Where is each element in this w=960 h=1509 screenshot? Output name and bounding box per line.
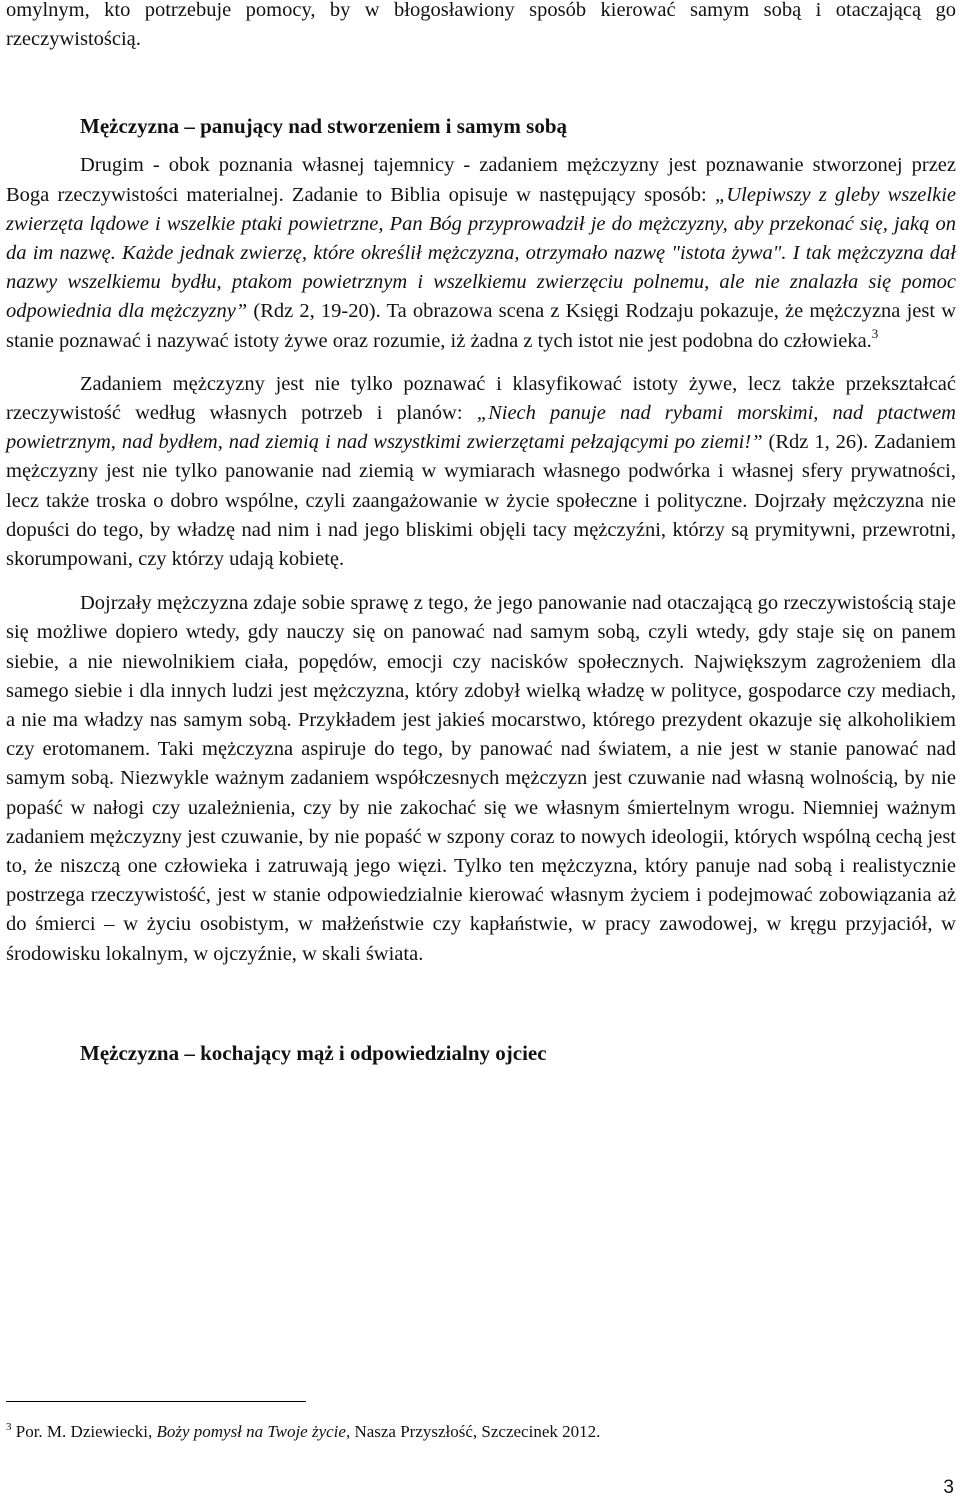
section-heading-ruler: Mężczyzna – panujący nad stworzeniem i samym sobą [80, 114, 568, 139]
document-page [6, 0, 956, 1068]
section-heading-husband-father: Mężczyzna – kochający mąż i odpowiedzialny ojciec [80, 1040, 547, 1065]
footnote-separator [6, 1401, 306, 1402]
paragraph-self-mastery: Dojrzały mężczyzna zdaje sobie sprawę z tego, że jego panowanie nad otaczającą go rzeczywistością staje się możliwe dopiero wtedy, gdy nauczy się on panować nad samym sobą, czyli wtedy, gdy staje się on panem siebie, a nie niewolnikiem ciała, popędów, emocji czy nacisków społecznych. Największym zagrożeniem dla samego siebie i dla innych ludzi jest mężczyzna, który zdobył wielką władzę w polityce, gospodarce czy mediach, a nie ma władzy nas samym sobą. Przykładem jest jakieś mocarstwo, którego prezydent okazuje się alkoholikiem czy erotomanem. Taki mężczyzna aspiruje do tego, by panować nad światem, a nie jest w stanie panować nad samym sobą. Niezwykle ważnym zadaniem współczesnych mężczyzn jest czuwanie nad własną wolnością, by nie popaść w nałogi czy uzależnienia, czy by nie zakochać się we własnym śmiertelnym wrogu. Niemniej ważnym zadaniem mężczyzny jest czuwanie, by nie popaść w szpony coraz to nowych ideologii, których wspólną cechą jest to, że niszczą one człowieka i zatruwają jego więzi. Tylko ten mężczyzna, który panuje nad sobą i realistycznie postrzega rzeczywistość, jest w stanie odpowiedzialnie kierować własnym życiem i podejmować zobowiązania aż do śmierci – w życiu osobistym, w małżeństwie czy kapłaństwie, w pracy zawodowej, w kręgu przyjaciół, w środowisku lokalnym, w ojczyźnie, w skali świata. [6, 592, 956, 965]
bible-quote: „Ulepiwszy z gleby wszelkie zwierzęta lądowe i wszelkie ptaki powietrzne, Pan Bóg przyprowadził je do mężczyzny, aby przekonać się, jaką on da im nazwę. Każde jednak zwierzę, które określił mężczyzna, otrzymało nazwę "istota żywa". I tak mężczyzna dał nazwy wszelkiemu bydłu, ptakom powietrznym i wszelkiemu zwierzęciu polnemu, ale nie znalazła się pomoc odpowiednia dla mężczyzny” [6, 183, 956, 323]
paragraph-text: (Rdz 1, 26). Zadaniem mężczyzny jest nie tylko panowanie nad ziemią w wymiarach własnego podwórka i własnej sfery prywatności, lecz także troska o dobro wspólne, czyli zaangażowanie w życie społeczne i polityczne. Dojrzały mężczyzna nie dopuści do tego, by władzę nad nim i nad jego bliskimi objęli tacy mężczyźni, którzy są prymitywni, przewrotni, skorumpowani, czy którzy udają kobietę. [6, 431, 956, 571]
paragraph-knowing-reality [6, 151, 956, 355]
footnote-number: 3 [6, 1421, 12, 1433]
footnote-book-title: Boży pomysł na Twoje życie [156, 1422, 346, 1441]
page-number: 3 [943, 1477, 954, 1498]
footnote-text: Por. M. Dziewiecki, [11, 1422, 157, 1441]
paragraph-text: (Rdz 2, 19-20). Ta obrazowa scena z Księgi Rodzaju pokazuje, że mężczyzna jest w stanie poznawać i nazywać istoty żywe oraz rozumie, iż żadna z tych istot nie jest podobna do człowieka. [6, 300, 956, 352]
paragraph-transforming-reality [6, 370, 956, 574]
paragraph-text: Drugim - obok poznania własnej tajemnicy - zadaniem mężczyzny jest poznawanie stworzonej przez Boga rzeczywistości materialnej. Zadanie to Biblia opisuje w następujący sposób: [6, 154, 956, 206]
footnote-ref[interactable]: 3 [871, 325, 879, 341]
paragraph-text: Zadaniem mężczyzny jest nie tylko poznawać i klasyfikować istoty żywe, lecz także przekształcać rzeczywistość według własnych potrzeb i planów: [6, 372, 956, 425]
footnote [6, 1421, 906, 1443]
bible-quote: „Niech panuje nad rybami morskimi, nad ptactwem powietrznym, nad bydłem, nad ziemią i nad wszystkimi zwierzętami pełzającymi po ziemi!” [6, 402, 956, 454]
continuation-paragraph: omylnym, kto potrzebuje pomocy, by w błogosławiony sposób kierować samym sobą i otaczającą go rzeczywistością. [6, 0, 956, 51]
footnote-text: , Nasza Przyszłość, Szczecinek 2012. [345, 1422, 601, 1441]
